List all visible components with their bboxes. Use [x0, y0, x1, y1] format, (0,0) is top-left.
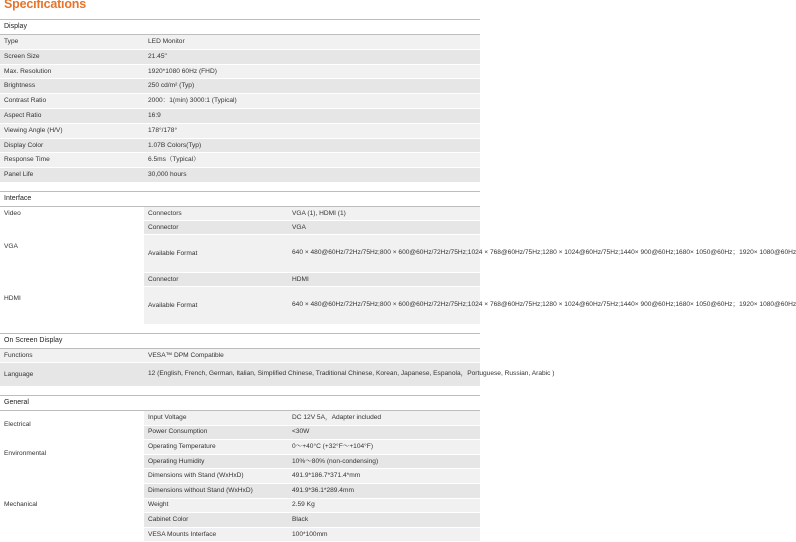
row-sublabel: Cabinet Color: [144, 513, 288, 528]
table-row: [0, 64, 480, 79]
row-value: 2.59 Kg: [288, 498, 480, 513]
row-sublabel: Available Format: [144, 234, 288, 272]
row-value: 1920*1080 60Hz (FHD): [144, 64, 480, 79]
section-heading: General: [0, 395, 480, 410]
row-label: Panel Life: [0, 168, 144, 183]
table-row: [0, 272, 480, 286]
row-sublabel: Operating Temperature: [144, 440, 288, 455]
specifications-table: [0, 19, 796, 542]
row-value: 12 (English, French, German, Italian, Simplified Chinese, Traditional Chinese, Korean, Japanese, Espanola，Portuguese, Russian, Arabic ): [144, 362, 480, 386]
row-value: 100*100mm: [288, 527, 480, 542]
table-row: [0, 35, 480, 50]
row-value: 640 × 480@60Hz/72Hz/75Hz;800 × 600@60Hz/72Hz/75Hz;1024 × 768@60Hz/75Hz;1280 × 1024@60Hz/75Hz;1440× 900@60Hz;1680× 1050@60Hz；1920× 1080@60Hz: [288, 234, 480, 272]
row-sublabel: Connector: [144, 220, 288, 234]
table-row: [0, 123, 480, 138]
group-label-vga: VGA: [0, 220, 144, 272]
row-value: 2000：1(min) 3000:1 (Typical): [144, 94, 480, 109]
row-value: VESA™ DPM Compatible: [144, 348, 480, 362]
section-heading: Display: [0, 20, 480, 35]
section-spacer: [0, 324, 480, 333]
section-display: [0, 20, 480, 35]
table-row: [0, 220, 480, 234]
row-label: Type: [0, 35, 144, 50]
row-sublabel: Input Voltage: [144, 410, 288, 425]
section-spacer: [0, 182, 480, 191]
row-label: Video: [0, 206, 144, 220]
row-value: HDMI: [288, 272, 480, 286]
row-value: 30,000 hours: [144, 168, 480, 183]
table-row: [0, 348, 480, 362]
row-label: Contrast Ratio: [0, 94, 144, 109]
row-sublabel: Connector: [144, 272, 288, 286]
row-sublabel: Power Consumption: [144, 425, 288, 440]
table-row: [0, 49, 480, 64]
section-interface: [0, 191, 480, 206]
row-sublabel: Dimensions with Stand (WxHxD): [144, 469, 288, 484]
table-row: [0, 469, 480, 484]
section-heading: On Screen Display: [0, 333, 480, 348]
table-row: [0, 153, 480, 168]
row-value: VGA (1), HDMI (1): [288, 206, 480, 220]
row-sublabel: VESA Mounts Interface: [144, 527, 288, 542]
row-label: Response Time: [0, 153, 144, 168]
row-value: 491.9*186.7*371.4*mm: [288, 469, 480, 484]
group-label-hdmi: HDMI: [0, 272, 144, 324]
table-row: [0, 410, 480, 425]
table-row: [0, 440, 480, 455]
row-value: <30W: [288, 425, 480, 440]
row-sublabel: Weight: [144, 498, 288, 513]
row-label: Functions: [0, 348, 144, 362]
table-row: [0, 362, 480, 386]
row-sublabel: Dimensions without Stand (WxHxD): [144, 483, 288, 498]
row-value: Black: [288, 513, 480, 528]
row-label: Screen Size: [0, 49, 144, 64]
row-label: Brightness: [0, 79, 144, 94]
section-osd: [0, 333, 480, 348]
table-row: [0, 168, 480, 183]
group-label-mechanical: Mechanical: [0, 469, 144, 542]
row-value: 21.45": [144, 49, 480, 64]
row-value: 10%～80% (non-condensing): [288, 454, 480, 469]
row-value: 1.07B Colors(Typ): [144, 138, 480, 153]
row-sublabel: Available Format: [144, 286, 288, 324]
row-sublabel: Connectors: [144, 206, 288, 220]
table-row: [0, 79, 480, 94]
table-row: [0, 108, 480, 123]
row-value: 178°/178°: [144, 123, 480, 138]
row-value: DC 12V 5A，Adapter included: [288, 410, 480, 425]
page-title: Specifications: [4, 0, 86, 11]
row-value: 0～+40°C (+32°F～+104°F): [288, 440, 480, 455]
row-value: 491.9*36.1*289.4mm: [288, 483, 480, 498]
section-spacer: [0, 386, 480, 395]
row-value: 6.5ms（Typical）: [144, 153, 480, 168]
group-label-environmental: Environmental: [0, 440, 144, 469]
section-general: [0, 395, 480, 410]
row-value: 16:9: [144, 108, 480, 123]
row-label: Language: [0, 362, 144, 386]
row-value: 640 × 480@60Hz/72Hz/75Hz;800 × 600@60Hz/72Hz/75Hz;1024 × 768@60Hz/75Hz;1280 × 1024@60Hz/75Hz;1440× 900@60Hz;1680× 1050@60Hz；1920× 1080@60Hz: [288, 286, 480, 324]
row-label: Max. Resolution: [0, 64, 144, 79]
row-sublabel: Operating Humidity: [144, 454, 288, 469]
row-label: Viewing Angle (H/V): [0, 123, 144, 138]
row-label: Display Color: [0, 138, 144, 153]
row-value: 250 cd/m² (Typ): [144, 79, 480, 94]
row-label: Aspect Ratio: [0, 108, 144, 123]
section-heading: Interface: [0, 191, 480, 206]
table-row: [0, 138, 480, 153]
table-row: [0, 94, 480, 109]
group-label-electrical: Electrical: [0, 410, 144, 439]
table-row: [0, 206, 480, 220]
row-value: VGA: [288, 220, 480, 234]
row-value: LED Monitor: [144, 35, 480, 50]
